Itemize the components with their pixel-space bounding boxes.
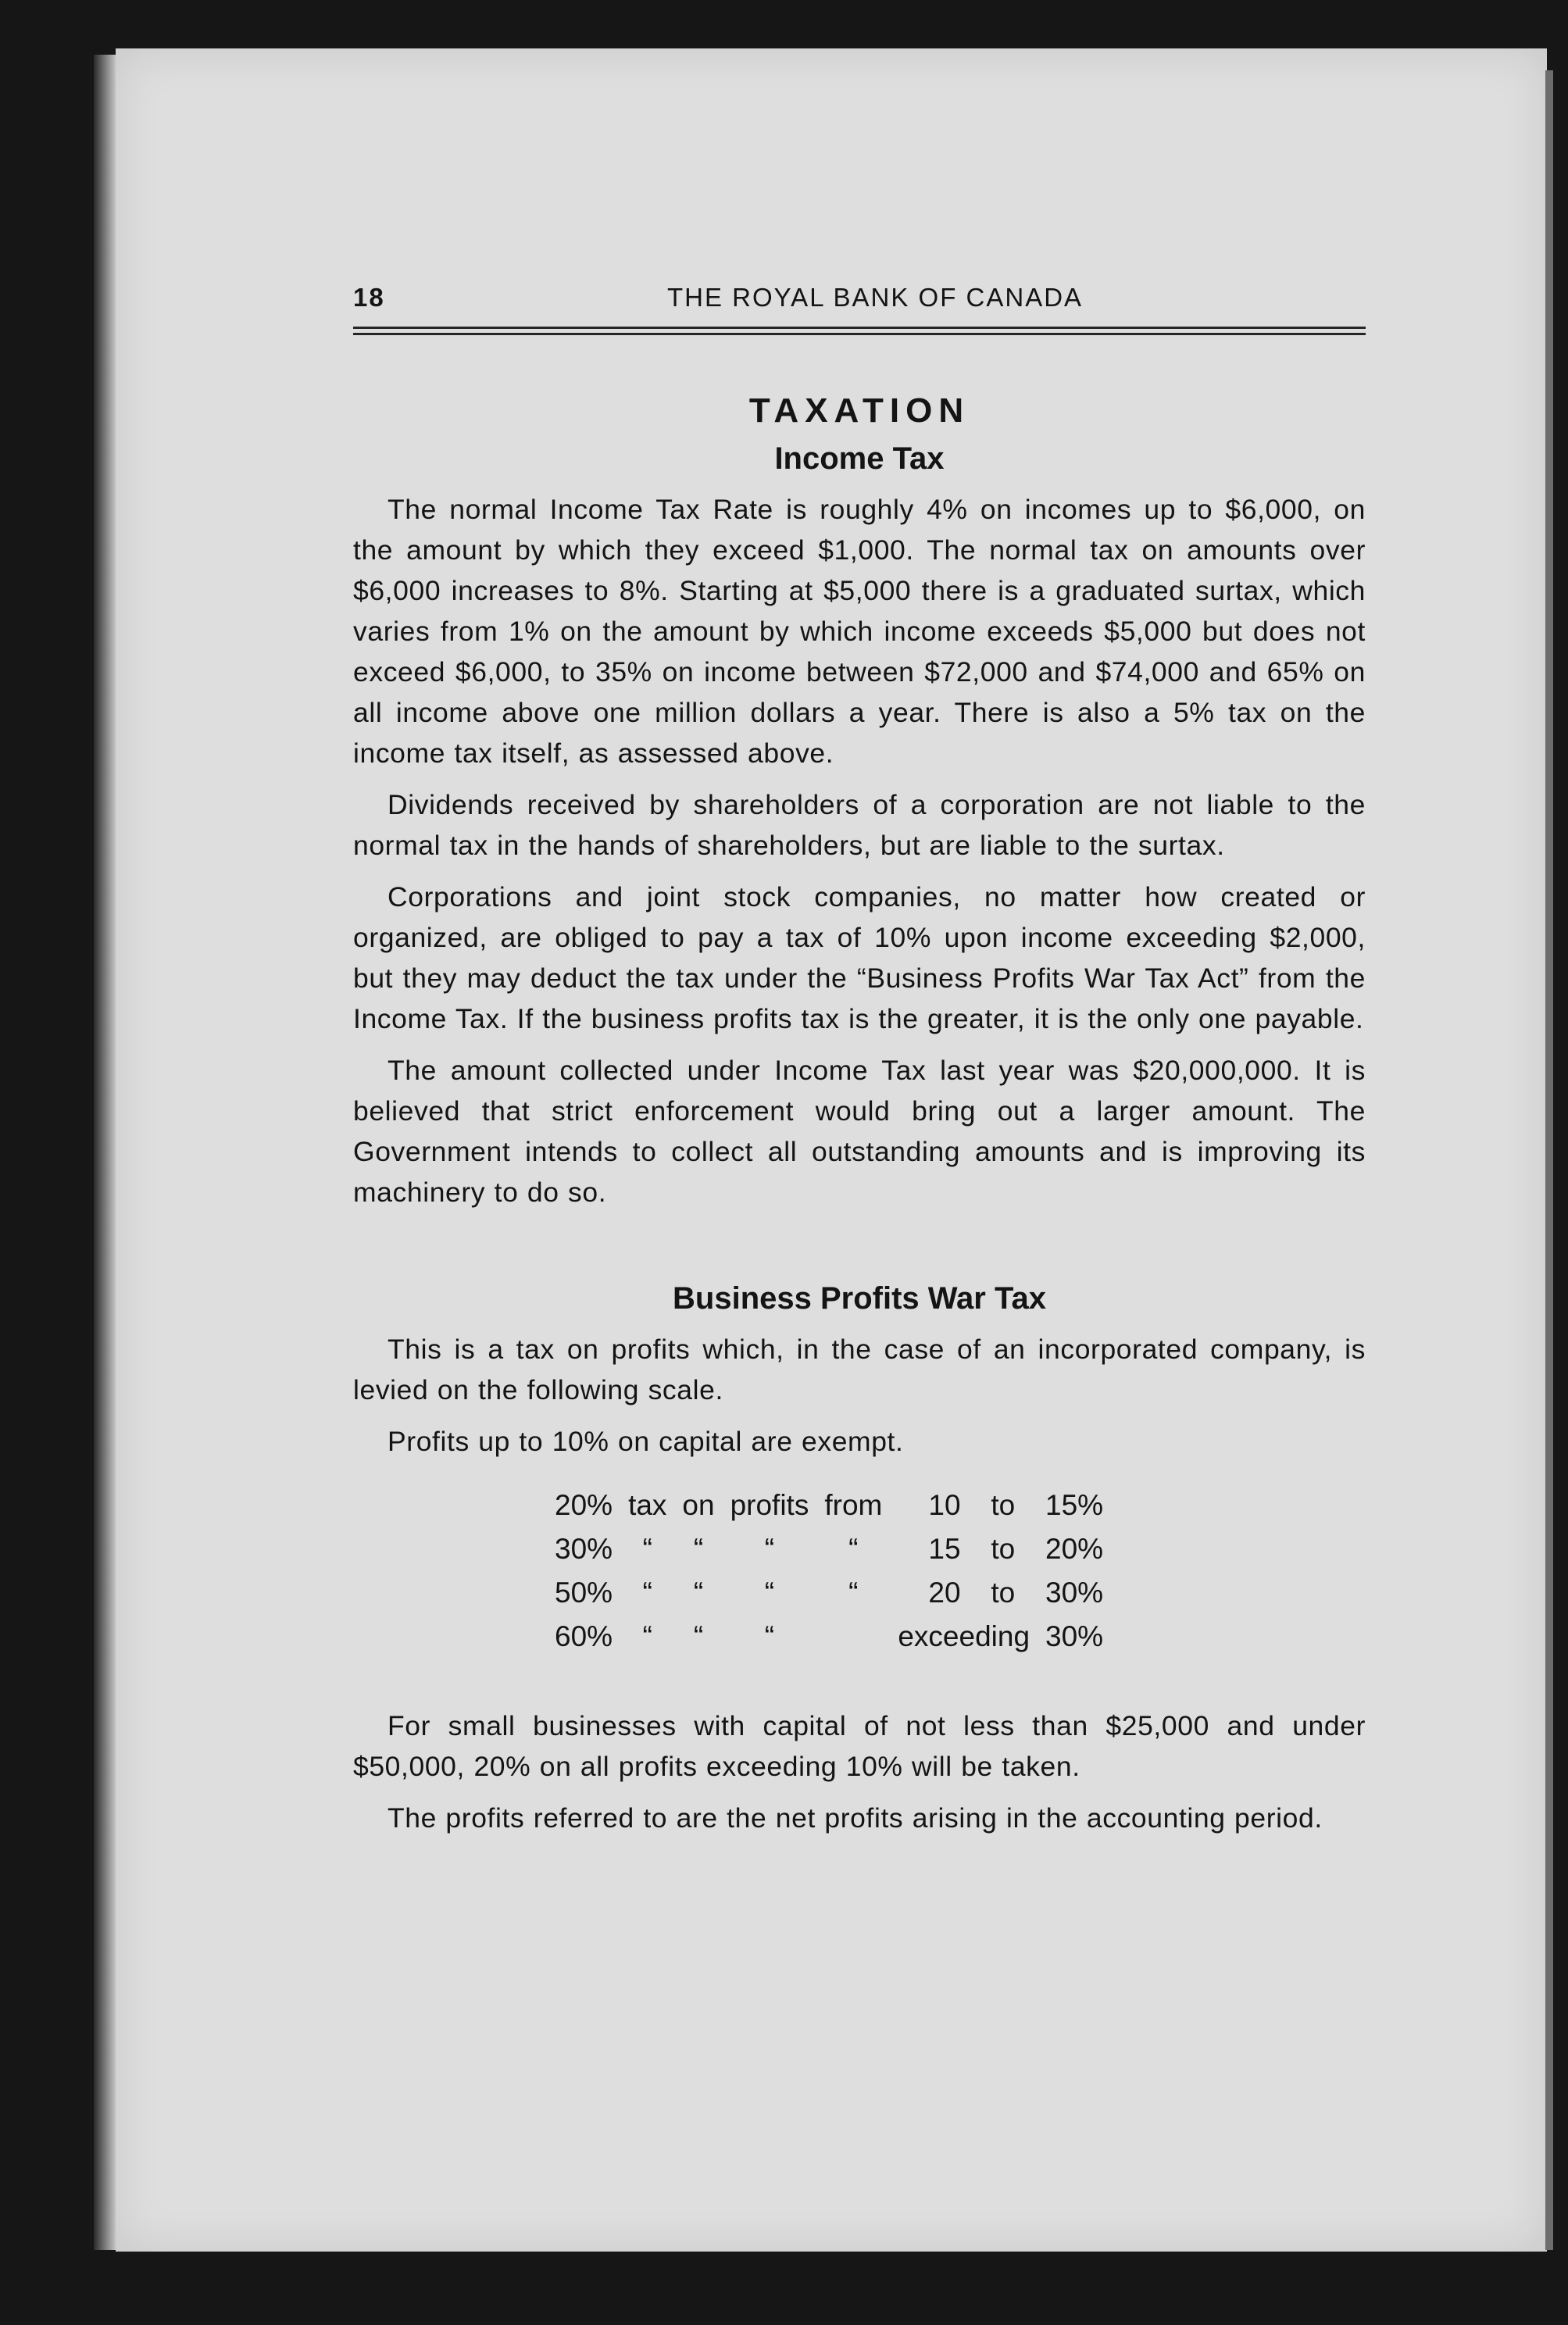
table-row	[555, 1571, 1111, 1615]
scale-rate: 50%	[555, 1577, 613, 1609]
business-profits-heading: Business Profits War Tax	[673, 1281, 1046, 1316]
page-right-edge	[1545, 70, 1553, 2250]
header-rule	[353, 327, 1366, 335]
scale-upper-bound: 15%	[1045, 1489, 1104, 1521]
scale-word: “	[848, 1533, 859, 1565]
scale-word: on	[682, 1489, 715, 1521]
business-profits-intro: This is a tax on profits which, in the case of an incorporated company, is levied on the following scale.	[353, 1334, 1366, 1405]
scale-lower-bound: 10	[928, 1489, 961, 1521]
scale-word: “	[693, 1533, 704, 1565]
table-row	[555, 1615, 1111, 1659]
scale-lower-bound: 15	[928, 1533, 961, 1565]
business-profits-small-business: For small businesses with capital of not less than $25,000 and under $50,000, 20% on all profits exceeding 10% will be taken.	[353, 1710, 1366, 1782]
income-tax-paragraph-corporations: Corporations and joint stock companies, no matter how created or organized, are obliged to pay a tax of 10% upon income exceeding $2,000, but they may deduct the tax under the “Business Profits War Tax Act” from the Income Tax. If the business profits tax is the greater, it is the only one payable.	[353, 881, 1366, 1034]
income-tax-paragraph-dividends: Dividends received by shareholders of a corporation are not liable to the normal tax in the hands of shareholders, but are liable to the surtax.	[353, 789, 1366, 861]
scale-word: profits	[730, 1489, 809, 1521]
scale-word: “	[642, 1577, 652, 1609]
business-profits-definition: The profits referred to are the net profits arising in the accounting period.	[388, 1802, 1323, 1834]
scale-upper-bound: 20%	[1045, 1533, 1104, 1565]
table-row	[555, 1527, 1111, 1571]
running-title: THE ROYAL BANK OF CANADA	[666, 283, 1084, 312]
scale-word: “	[642, 1533, 652, 1565]
scale-rate: 20%	[555, 1489, 613, 1521]
scale-rate: 30%	[555, 1533, 613, 1565]
book-spine-edge	[94, 55, 117, 2250]
income-tax-heading: Income Tax	[774, 441, 945, 476]
scale-word: “	[693, 1620, 704, 1652]
section-title: TAXATION	[748, 391, 970, 430]
scale-word: “	[642, 1620, 652, 1652]
scale-upper-bound: 30%	[1045, 1577, 1104, 1609]
scale-word: “	[764, 1577, 775, 1609]
page-number: 18	[353, 283, 385, 312]
scale-word: “	[848, 1577, 859, 1609]
scale-upper-bound: 30%	[1045, 1620, 1104, 1652]
scale-word: to	[991, 1533, 1016, 1565]
table-row	[555, 1484, 1111, 1527]
profits-scale-table	[555, 1484, 1111, 1659]
scale-word	[816, 1615, 890, 1659]
scale-word: to	[991, 1577, 1016, 1609]
business-profits-exemption: Profits up to 10% on capital are exempt.	[388, 1426, 904, 1457]
scale-word: tax	[628, 1489, 667, 1521]
income-tax-paragraph-collection: The amount collected under Income Tax last year was $20,000,000. It is believed that strict enforcement would bring out a larger amount. The Government intends to collect all outstanding amounts and is improving its machinery to do so.	[353, 1055, 1366, 1208]
scale-rate: 60%	[555, 1620, 613, 1652]
scale-lower-bound: exceeding	[898, 1620, 1030, 1652]
scale-word: “	[764, 1533, 775, 1565]
scale-lower-bound: 20	[928, 1577, 961, 1609]
scale-word: “	[764, 1620, 775, 1652]
scale-word: to	[991, 1489, 1016, 1521]
page-content	[353, 275, 1366, 1849]
income-tax-paragraph-rates: The normal Income Tax Rate is roughly 4% on incomes up to $6,000, on the amount by which they exceed $1,000. The normal tax on amounts over $6,000 increases to 8%. Starting at $5,000 there is a graduated surtax, which varies from 1% on the amount by which income exceeds $5,000 but does not exceed $6,000, to 35% on income between $72,000 and $74,000 and 65% on all income above one million dollars a year. There is also a 5% tax on the income tax itself, as assessed above.	[353, 494, 1366, 769]
scale-word: from	[824, 1489, 883, 1521]
running-head	[353, 275, 1366, 322]
scale-word: “	[693, 1577, 704, 1609]
